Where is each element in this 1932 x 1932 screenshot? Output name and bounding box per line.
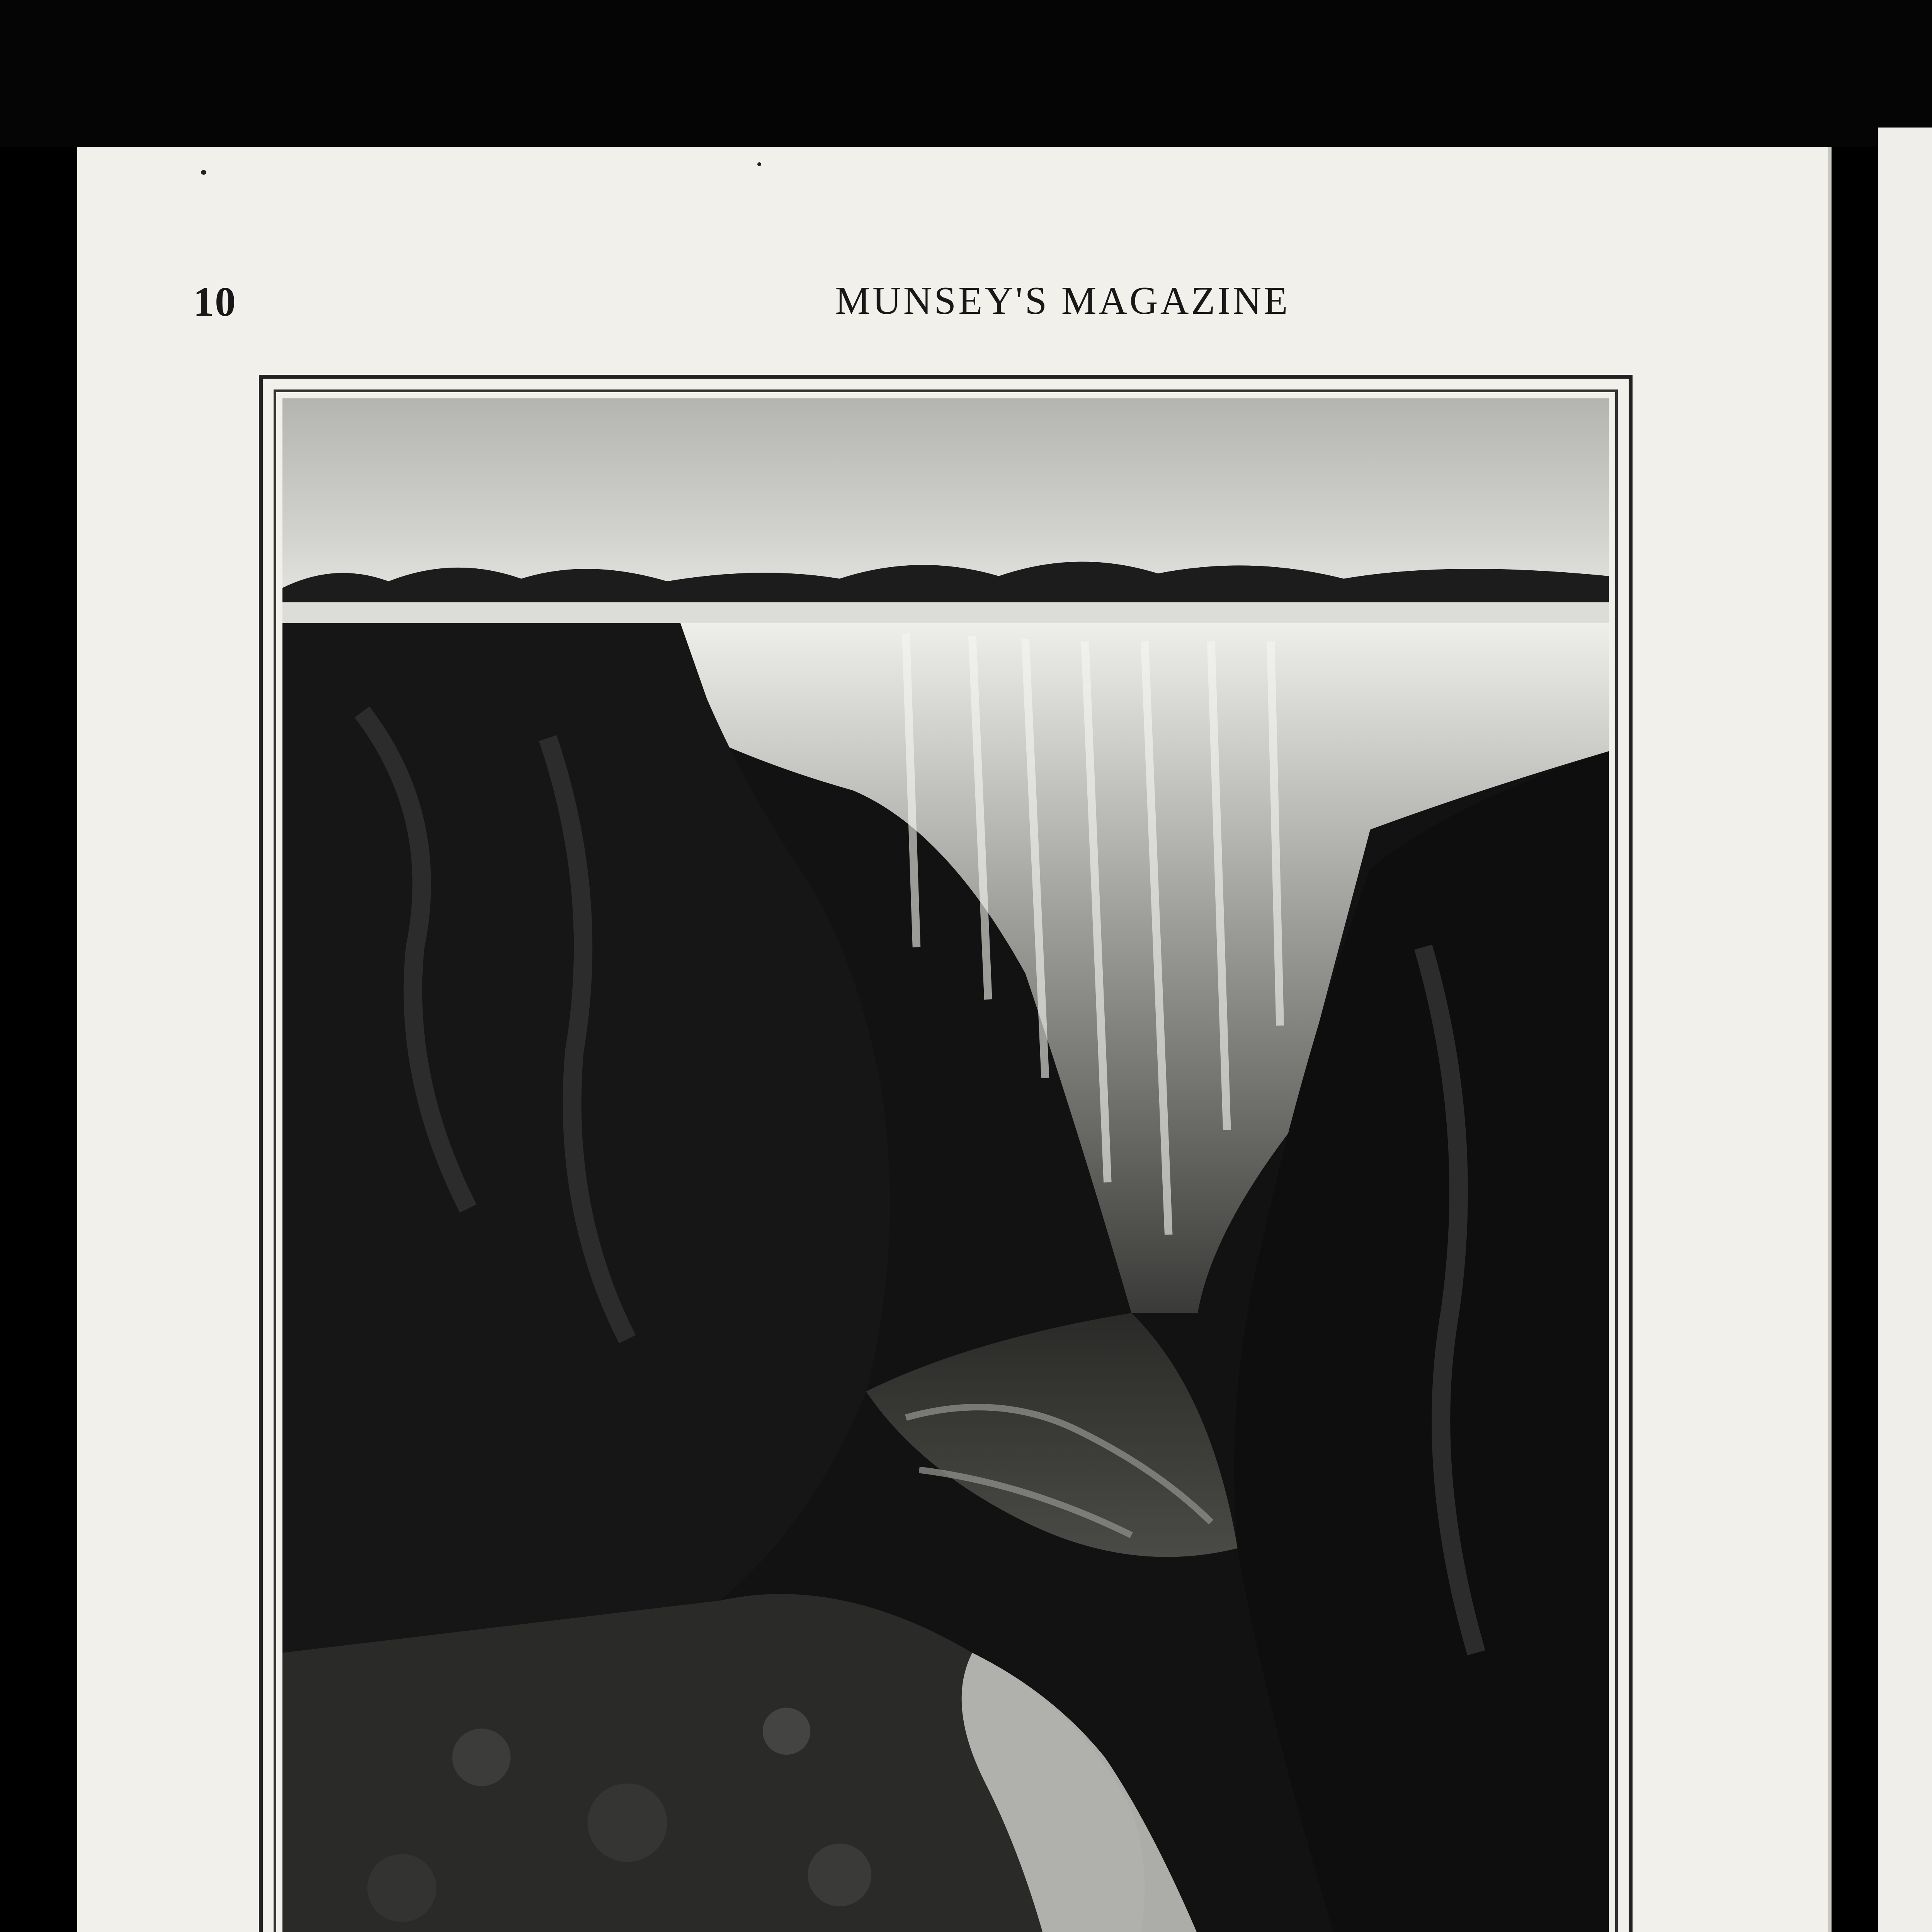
scan-background <box>0 0 1932 147</box>
photo-border <box>274 389 1618 1932</box>
photo-frame <box>259 375 1633 1932</box>
magazine-title: MUNSEY'S MAGAZINE <box>835 279 1290 323</box>
dust-speck <box>201 170 206 175</box>
dust-speck <box>757 162 761 166</box>
victoria-falls-photo <box>282 398 1609 1932</box>
running-head <box>193 278 1816 336</box>
adjacent-page-edge <box>1878 128 1932 1932</box>
page-number: 10 <box>193 279 236 325</box>
